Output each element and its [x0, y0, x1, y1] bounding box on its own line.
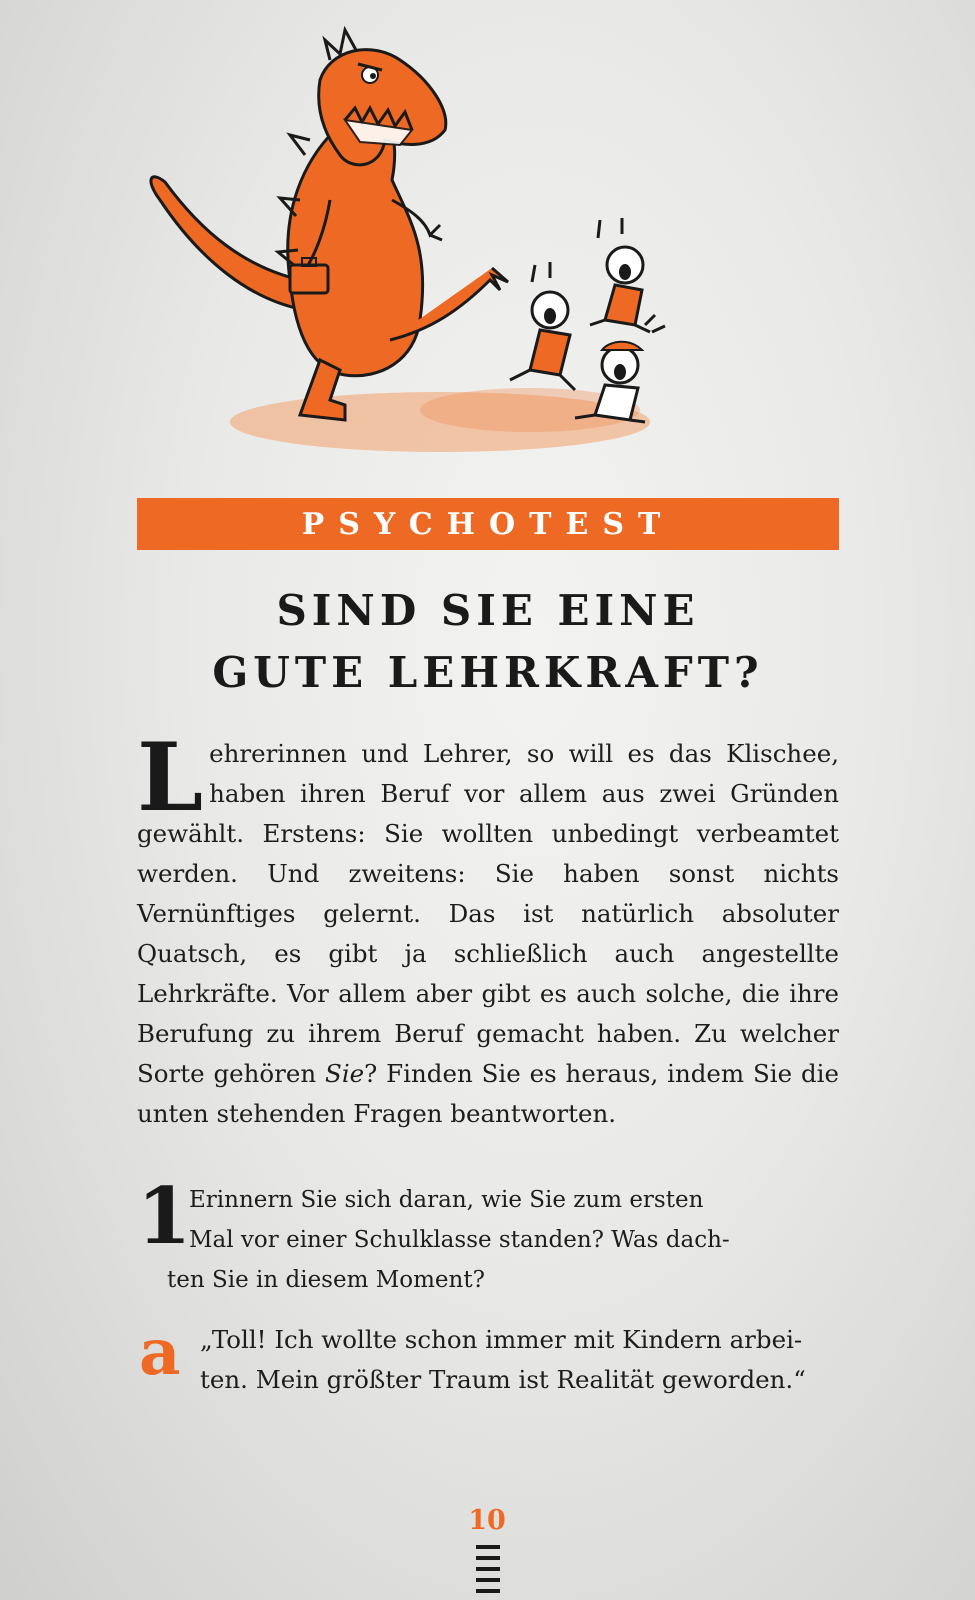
title-line-2: GUTE LEHRKRAFT?	[212, 648, 764, 697]
page-number: 10	[468, 1505, 506, 1536]
psychotest-banner	[137, 498, 839, 550]
question-line-3: ten Sie in diesem Moment?	[167, 1267, 485, 1293]
drop-cap: L	[137, 723, 204, 833]
intro-text: ehrerinnen und Lehrer, so will es das Klischee, haben ihren Beruf vor allem aus zwei Gründen gewählt. Erstens: Sie wollten unbedingt verbeamtet werden. Und zweitens: Sie haben sonst nichts Vernünftiges gelernt. Das ist natürlich absoluter Quatsch, es gibt ja schließlich auch angestellte Lehrkräfte. Vor allem aber gibt es auch solche, die ihre Berufung zu ihrem Beruf gemacht haben. Zu welcher Sorte gehören	[137, 739, 839, 1088]
question-1	[137, 1171, 839, 1300]
answer-line-1: „Toll! Ich wollte schon immer mit Kindern arbei-	[200, 1325, 803, 1354]
answer-letter: a	[139, 1315, 181, 1390]
page-title	[137, 580, 839, 704]
question-number: 1	[137, 1171, 192, 1262]
question-text	[137, 1180, 839, 1300]
dinosaur-chasing-children-illustration	[130, 20, 690, 460]
intro-text-end: ? Finden Sie es heraus, indem Sie die unten stehenden Fragen beantworten.	[137, 1059, 839, 1128]
answer-a	[137, 1315, 839, 1400]
page-marker-ticks	[476, 1545, 500, 1600]
intro-italic-word: Sie	[325, 1059, 365, 1088]
intro-paragraph	[137, 723, 839, 1134]
banner-label: PSYCHOTEST	[301, 506, 675, 542]
title-line-1: SIND SIE EINE	[276, 586, 700, 635]
answer-text	[137, 1315, 839, 1400]
answer-line-2: ten. Mein größter Traum ist Realität geworden.“	[200, 1365, 806, 1394]
question-line-2: Mal vor einer Schulklasse standen? Was dach-	[189, 1227, 730, 1253]
question-line-1: Erinnern Sie sich daran, wie Sie zum ersten	[189, 1187, 704, 1213]
